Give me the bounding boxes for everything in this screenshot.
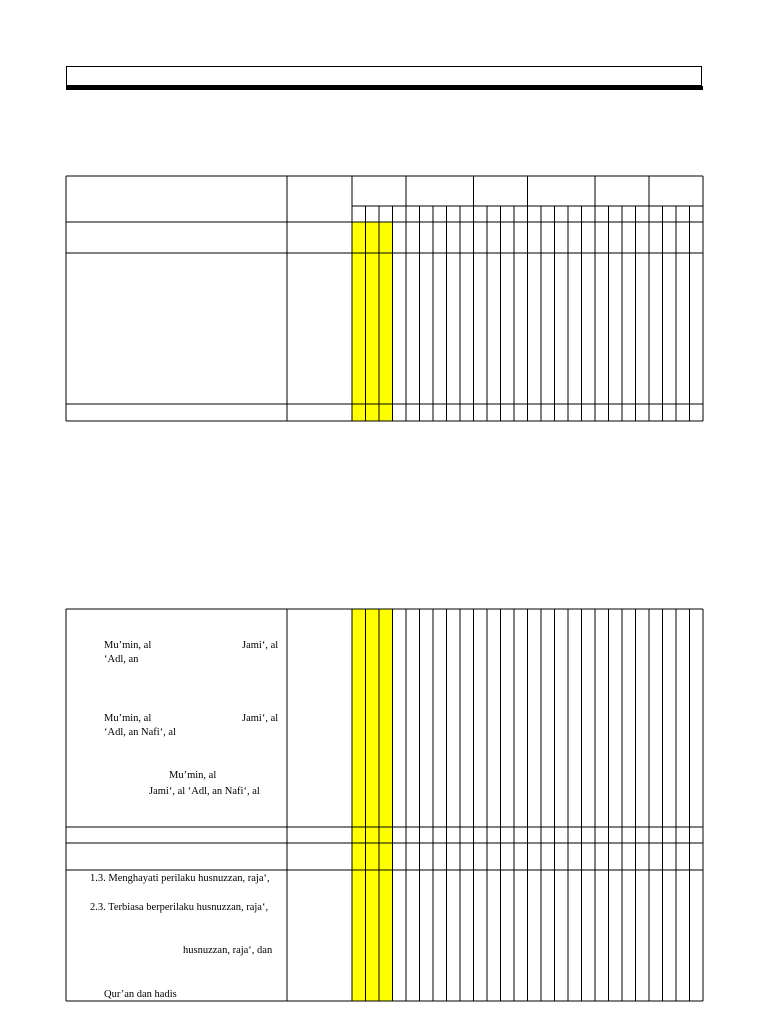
t2-r1-line6: Jami‘, al ‘Adl, an Nafi‘, al	[149, 786, 260, 797]
t2-r1-line4: ‘Adl, an Nafi‘, al	[104, 727, 177, 738]
t1-highlight-band	[352, 222, 393, 421]
t2-r1-line3-left: Mu’min, al	[104, 713, 152, 724]
t2-r1-line2: ‘Adl, an	[104, 654, 139, 665]
t2-r1-line3-right: Jami‘, al	[242, 713, 279, 724]
t2-r4-line3: husnuzzan, raja‘, dan	[183, 945, 273, 956]
t2-r1-line5: Mu’min, al	[169, 770, 217, 781]
t2-r1-line1-right: Jami‘, al	[242, 640, 279, 651]
t2-highlight-band	[352, 609, 393, 1001]
t2-r4-line2: 2.3. Terbiasa berperilaku husnuzzan, raja‘,	[90, 902, 269, 913]
t2-r4-line4: Qur’an dan hadis	[104, 989, 177, 1000]
t2-r1-line1-left: Mu’min, al	[104, 640, 152, 651]
t2-r4-line1: 1.3. Menghayati perilaku husnuzzan, raja‘,	[90, 873, 270, 884]
